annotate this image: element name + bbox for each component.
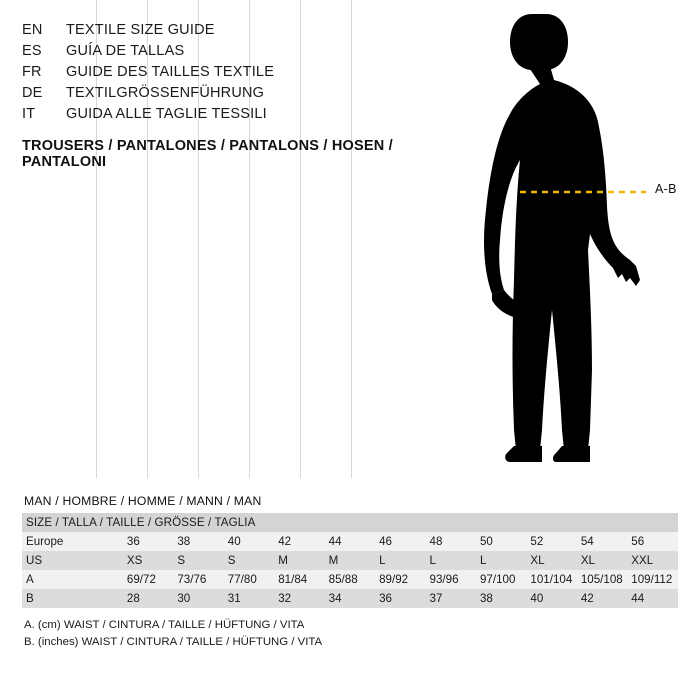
- row-label: A: [22, 570, 123, 589]
- language-code: ES: [22, 43, 42, 59]
- cell: 54: [577, 532, 627, 551]
- cell: 28: [123, 589, 173, 608]
- cell: 36: [123, 532, 173, 551]
- row-label: Europe: [22, 532, 123, 551]
- cell: 50: [476, 532, 526, 551]
- cell: 40: [224, 532, 274, 551]
- table-header-label: SIZE / TALLA / TAILLE / GRÖSSE / TAGLIA: [22, 513, 678, 532]
- footnote-a: A. (cm) WAIST / CINTURA / TAILLE / HÜFTUNG / VITA: [24, 619, 305, 631]
- language-code: EN: [22, 22, 43, 38]
- cell: 69/72: [123, 570, 173, 589]
- language-title: TEXTILGRÖSSENFÜHRUNG: [66, 85, 265, 101]
- language-code: IT: [22, 106, 36, 122]
- cell: 46: [375, 532, 425, 551]
- footnotes: [22, 617, 678, 651]
- cell: 38: [476, 589, 526, 608]
- cell: M: [325, 551, 375, 570]
- language-row: [22, 64, 462, 85]
- male-silhouette: [470, 10, 650, 470]
- size-table-section: [22, 494, 678, 651]
- table-header-row: [22, 513, 678, 532]
- table-row: [22, 589, 678, 608]
- row-label: US: [22, 551, 123, 570]
- cell: 44: [627, 589, 678, 608]
- language-row: [22, 85, 462, 106]
- cell: 97/100: [476, 570, 526, 589]
- footnote-b: B. (inches) WAIST / CINTURA / TAILLE / HÜFTUNG / VITA: [24, 636, 323, 648]
- cell: L: [476, 551, 526, 570]
- cell: 42: [274, 532, 324, 551]
- cell: 37: [426, 589, 476, 608]
- cell: S: [173, 551, 223, 570]
- waist-measure-label: A-B: [655, 182, 677, 196]
- cell: 40: [526, 589, 576, 608]
- table-group-label: MAN / HOMBRE / HOMME / MANN / MAN: [24, 494, 262, 508]
- cell: 36: [375, 589, 425, 608]
- cell: 81/84: [274, 570, 324, 589]
- row-label: B: [22, 589, 123, 608]
- language-title: TEXTILE SIZE GUIDE: [66, 22, 215, 38]
- cell: 42: [577, 589, 627, 608]
- language-row: [22, 106, 462, 127]
- cell: XXL: [627, 551, 678, 570]
- cell: 85/88: [325, 570, 375, 589]
- cell: 48: [426, 532, 476, 551]
- language-title: GUÍA DE TALLAS: [66, 43, 185, 59]
- cell: 93/96: [426, 570, 476, 589]
- cell: S: [224, 551, 274, 570]
- cell: L: [426, 551, 476, 570]
- table-row: [22, 551, 678, 570]
- cell: 89/92: [375, 570, 425, 589]
- cell: 52: [526, 532, 576, 551]
- cell: 101/104: [526, 570, 576, 589]
- language-title: GUIDE DES TAILLES TEXTILE: [66, 64, 275, 80]
- table-row: [22, 532, 678, 551]
- cell: XL: [577, 551, 627, 570]
- language-row: [22, 43, 462, 64]
- cell: 38: [173, 532, 223, 551]
- cell: 34: [325, 589, 375, 608]
- language-code: FR: [22, 64, 42, 80]
- cell: XL: [526, 551, 576, 570]
- language-row: [22, 22, 462, 43]
- language-code: DE: [22, 85, 43, 101]
- page-title: TROUSERS / PANTALONES / PANTALONS / HOSEN / PANTALONI: [22, 138, 393, 170]
- table-row: [22, 570, 678, 589]
- cell: M: [274, 551, 324, 570]
- cell: 109/112: [627, 570, 678, 589]
- cell: 30: [173, 589, 223, 608]
- cell: 105/108: [577, 570, 627, 589]
- cell: L: [375, 551, 425, 570]
- header: [22, 22, 462, 170]
- size-table: [22, 513, 678, 608]
- cell: 73/76: [173, 570, 223, 589]
- cell: 32: [274, 589, 324, 608]
- cell: 56: [627, 532, 678, 551]
- cell: 77/80: [224, 570, 274, 589]
- cell: XS: [123, 551, 173, 570]
- cell: 44: [325, 532, 375, 551]
- cell: 31: [224, 589, 274, 608]
- language-title: GUIDA ALLE TAGLIE TESSILI: [66, 106, 267, 122]
